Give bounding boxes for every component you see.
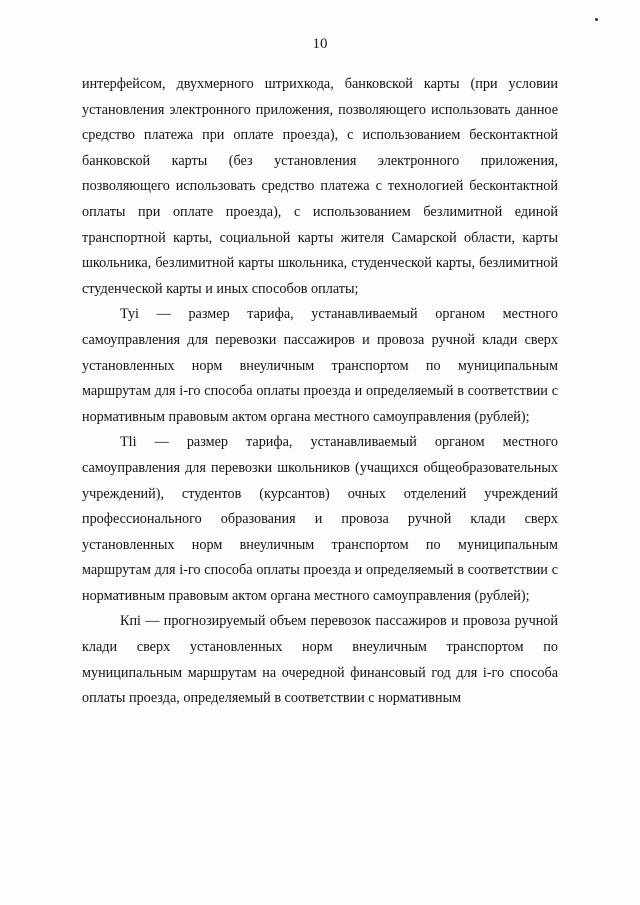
page-number: 10 xyxy=(312,36,328,52)
paragraph-payment-methods: интерфейсом, двухмерного штрихкода, банковской карты (при условии установления электронного приложения, позволяющего использовать данное средство платежа при оплате проезда), с использованием бесконтактной банковской карты (без установления электронного приложения, позволяющего использовать средство платежа с технологией бесконтактной оплаты при оплате проезда), с использованием безлимитной единой транспортной карты, социальной карты жителя Самарской области, карты школьника, безлимитной карты школьника, студенческой карты, безлимитной студенческой карты и иных способов оплаты; xyxy=(82,76,558,297)
paragraph-forecast-volume: Кпi — прогнозируемый объем перевозок пассажиров и провоза ручной клади сверх установленных норм внеуличным транспортом по муниципальным маршрутам на очередной финансовый год для i-го способа оплаты проезда, определяемый в соответствии с нормативным xyxy=(82,613,558,707)
scan-dot-mark xyxy=(595,18,598,21)
paragraph-tariff-passengers: Туi — размер тарифа, устанавливаемый органом местного самоуправления для перевозки пассажиров и провоза ручной клади сверх установленных норм внеуличным транспортом по муниципальным маршрутам для i-го способа оплаты проезда и определяемый в соответствии с нормативным правовым актом органа местного самоуправления (рублей); xyxy=(82,306,558,425)
paragraph-tariff-students: Тli — размер тарифа, устанавливаемый органом местного самоуправления для перевозки школьников (учащихся общеобразовательных учреждений), студентов (курсантов) очных отделений учреждений профессионального образования и провоза ручной клади сверх установленных норм внеуличным транспортом по муниципальным маршрутам для i-го способа оплаты проезда и определяемый в соответствии с нормативным правовым актом органа местного самоуправления (рублей); xyxy=(82,434,558,604)
document-body xyxy=(82,72,558,712)
